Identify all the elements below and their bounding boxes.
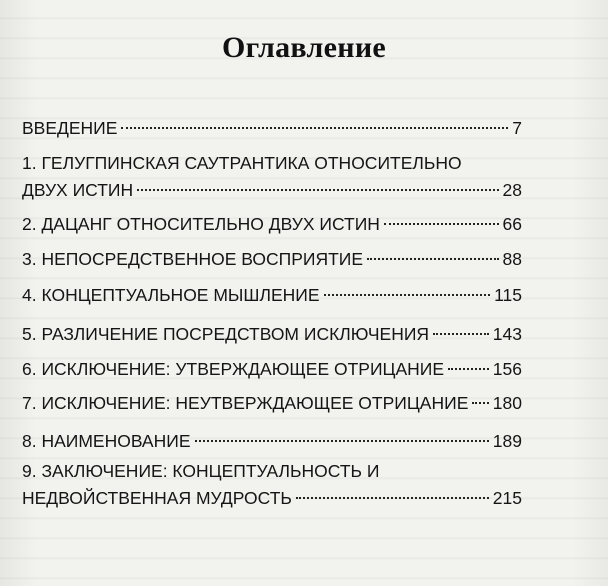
page-title: Оглавление — [221, 31, 387, 64]
toc-entry-label: 4. КОНЦЕПТУАЛЬНОЕ МЫШЛЕНИЕ — [22, 285, 320, 305]
toc-page-number: 115 — [494, 285, 522, 305]
toc-page-number: 215 — [492, 488, 522, 508]
toc-entry-label: 5. РАЗЛИЧЕНИЕ ПОСРЕДСТВОМ ИСКЛЮЧЕНИЯ — [22, 324, 430, 344]
toc-entry-label: ДВУХ ИСТИН — [22, 180, 134, 200]
toc-entry-chapter-8[interactable] — [22, 425, 522, 452]
toc-page-number: 7 — [512, 118, 522, 138]
toc-entry-chapter-1[interactable] — [22, 152, 522, 201]
dot-leader — [137, 174, 498, 196]
dot-leader — [367, 243, 498, 265]
toc-entry-label: НЕДВОЙСТВЕННАЯ МУДРОСТЬ — [22, 488, 292, 508]
toc-entry-label: 2. ДАЦАНГ ОТНОСИТЕЛЬНО ДВУХ ИСТИН — [22, 214, 380, 234]
toc-entry-label: 8. НАИМЕНОВАНИЕ — [22, 431, 191, 451]
toc-entry-label-line1: 9. ЗАКЛЮЧЕНИЕ: КОНЦЕПТУАЛЬНОСТЬ И — [22, 461, 380, 481]
toc-entry-chapter-9[interactable] — [22, 460, 522, 509]
dot-leader — [433, 318, 489, 340]
dot-leader — [296, 482, 489, 504]
toc-page-number: 156 — [492, 359, 522, 379]
toc-entry-chapter-7[interactable] — [22, 387, 522, 414]
toc-page-number: 143 — [492, 324, 522, 344]
toc-entry-label-line1: 1. ГЕЛУГПИНСКАЯ САУТРАНТИКА ОТНОСИТЕЛЬНО — [22, 153, 462, 173]
toc-entry-label: 7. ИСКЛЮЧЕНИЕ: НЕУТВЕРЖДАЮЩЕЕ ОТРИЦАНИЕ — [22, 393, 469, 413]
toc-page-number: 66 — [502, 214, 522, 234]
toc-page-number: 28 — [502, 180, 522, 200]
dot-leader — [384, 208, 499, 230]
toc-entry-label: 3. НЕПОСРЕДСТВЕННОЕ ВОСПРИЯТИЕ — [22, 249, 364, 269]
toc-entry-label: 6. ИСКЛЮЧЕНИЕ: УТВЕРЖДАЮЩЕЕ ОТРИЦАНИЕ — [22, 359, 445, 379]
dot-leader — [472, 387, 488, 409]
toc-entry-label: ВВЕДЕНИЕ — [22, 118, 118, 138]
toc-entry-chapter-6[interactable] — [22, 353, 522, 380]
toc-page-number: 180 — [492, 393, 522, 413]
toc-page-number: 189 — [492, 431, 522, 451]
dot-leader — [195, 425, 489, 447]
dot-leader — [324, 279, 491, 301]
toc-entry-chapter-4[interactable] — [22, 279, 522, 306]
toc-entry-introduction[interactable] — [22, 112, 522, 139]
toc-entry-chapter-2[interactable] — [22, 208, 522, 235]
toc-page-number: 88 — [502, 249, 522, 269]
toc-entry-chapter-3[interactable] — [22, 243, 522, 270]
dot-leader — [448, 353, 489, 375]
toc-entry-chapter-5[interactable] — [22, 318, 522, 345]
dot-leader — [121, 112, 508, 134]
